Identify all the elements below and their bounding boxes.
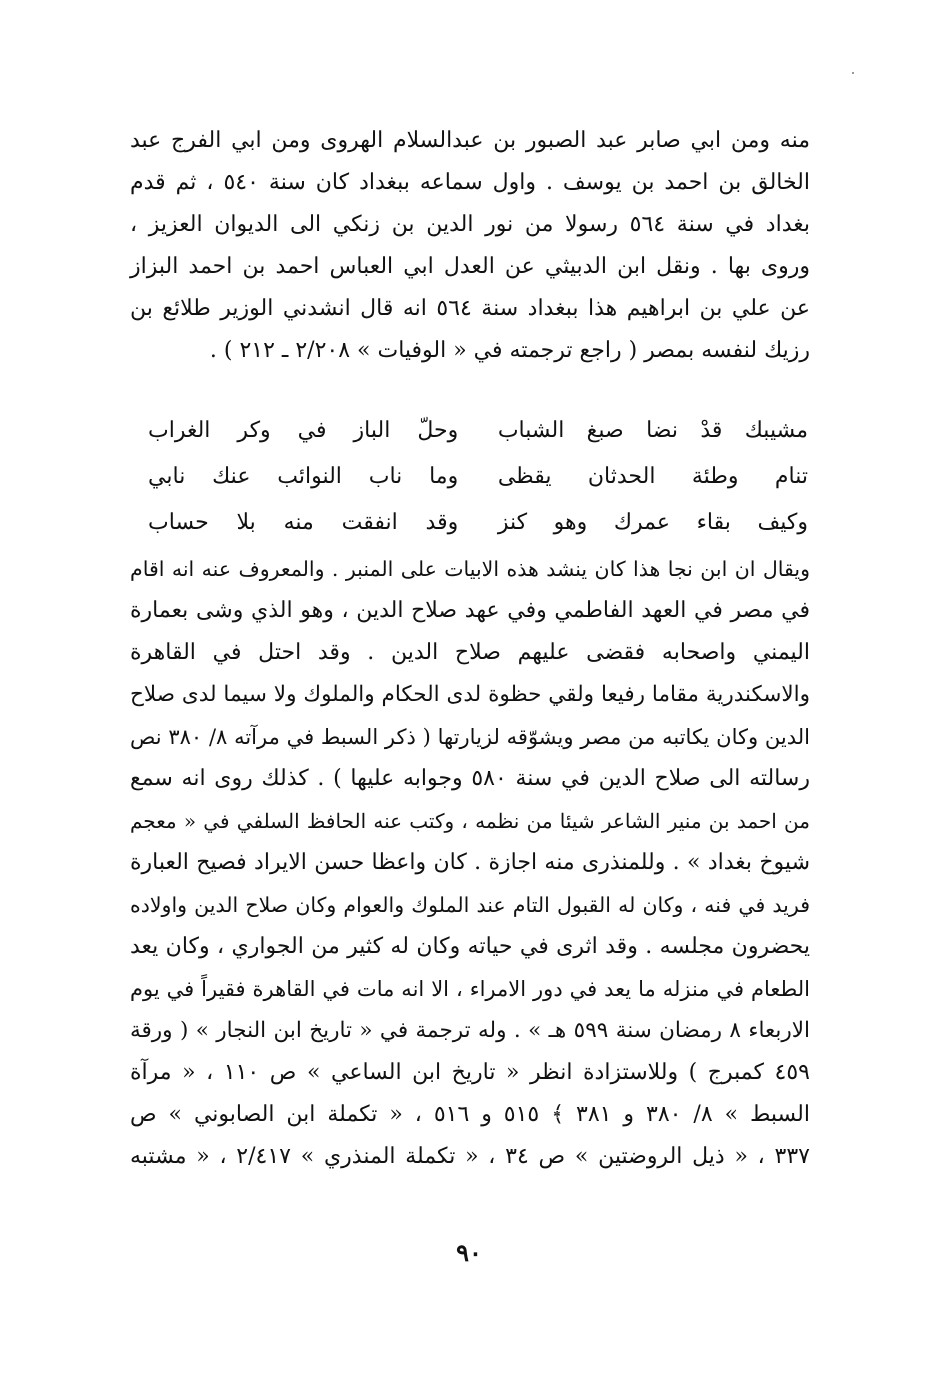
text-line: من احمد بن منير الشاعر شيئا من نظمه ، وكتب عنه الحافظ السلفي في « معجم xyxy=(130,809,810,833)
verse-second-hemistich: وما ناب النوائب عنك نابي xyxy=(148,464,459,489)
text-line: الدين وكان يكاتبه من مصر ويشوّقه لزيارتها ( ذكر السبط في مرآته ٨/ ٣٨٠ نص xyxy=(130,725,810,749)
text-line: ٤٥٩ كمبرج ) وللاستزادة انظر « تاريخ ابن الساعي » ص ١١٠ ، « مرآة xyxy=(130,1060,810,1085)
poem xyxy=(148,408,808,546)
text-line: السبط » ٨/ ٣٨٠ و ٣٨١ ﴾ ٥١٥ و ٥١٦ ، « تكملة ابن الصابوني » ص xyxy=(130,1102,810,1127)
text-line: شيوخ بغداد » . وللمنذرى منه اجازة . كان واعظا حسن الايراد فصيح العبارة xyxy=(130,850,810,875)
paragraph-biography xyxy=(130,548,810,1178)
text-line: وروى بها . ونقل ابن الدبيثي عن العدل ابي العباس احمد بن احمد البزاز xyxy=(130,254,810,279)
text-line: رسالته الى صلاح الدين في سنة ٥٨٠ وجوابه عليها ) . كذلك روى انه سمع xyxy=(130,766,810,791)
text-line: يحضرون مجلسه . وقد اثرى في حياته وكان له كثير من الجواري ، وكان يعد xyxy=(130,934,810,959)
scan-speck xyxy=(852,72,854,74)
text-line: الاربعاء ٨ رمضان سنة ٥٩٩ هـ » . وله ترجمة في « تاريخ ابن النجار » ( ورقة xyxy=(130,1018,810,1043)
text-line: بغداد في سنة ٥٦٤ رسولا من نور الدين بن زنكي الى الديوان العزيز ، xyxy=(130,212,810,237)
poem-verse xyxy=(148,500,808,546)
page-number: ٩٠ xyxy=(456,1238,482,1267)
verse-second-hemistich: وحلّ الباز في وكر الغراب xyxy=(148,418,459,443)
verse-first-hemistich: مشيبك قدْ نضا صبغ الشباب xyxy=(497,418,808,443)
verse-second-hemistich: وقد انفقت منه بلا حساب xyxy=(148,510,459,535)
verse-first-hemistich: وكيف بقاء عمرك وهو كنز xyxy=(497,510,808,535)
poem-verse xyxy=(148,454,808,500)
text-line: رزيك لنفسه بمصر ( راجع ترجمته في « الوفيات » ٢/٢٠٨ ـ ٢١٢ ) . xyxy=(209,338,810,363)
text-line: عن علي بن ابراهيم هذا ببغداد سنة ٥٦٤ انه قال انشدني الوزير طلائع بن xyxy=(130,296,810,321)
text-line: الطعام في منزله ما يعد في دور الامراء ، الا انه مات في القاهرة فقيراً في يوم xyxy=(130,977,810,1001)
paragraph-intro xyxy=(130,120,810,372)
verse-first-hemistich: تنام وطئة الحدثان يقظى xyxy=(497,464,808,489)
text-line: في مصر في العهد الفاطمي وفي عهد صلاح الدين ، وهو الذي وشى بعمارة xyxy=(130,598,810,623)
text-line: فريد في فنه ، وكان له القبول التام عند الملوك والعوام وكان صلاح الدين واولاده xyxy=(130,893,810,917)
text-line: اليمني واصحابه فقضى عليهم صلاح الدين . وقد احتل في القاهرة xyxy=(130,640,810,665)
text-line: والاسكندرية مقاما رفيعا ولقي حظوة لدى الحكام والملوك ولا سيما لدى صلاح xyxy=(130,682,810,707)
text-line: الخالق بن احمد بن يوسف . واول سماعه ببغداد كان سنة ٥٤٠ ، ثم قدم xyxy=(130,170,810,195)
text-line: ويقال ان ابن نجا هذا كان ينشد هذه الابيات على المنبر . والمعروف عنه انه اقام xyxy=(130,557,810,581)
poem-verse xyxy=(148,408,808,454)
text-line: منه ومن ابي صابر عبد الصبور بن عبدالسلام الهروى ومن ابي الفرج عبد xyxy=(130,128,810,153)
text-line: ٣٣٧ ، « ذيل الروضتين » ص ٣٤ ، « تكملة المنذري » ٢/٤١٧ ، « مشتبه xyxy=(130,1144,810,1169)
